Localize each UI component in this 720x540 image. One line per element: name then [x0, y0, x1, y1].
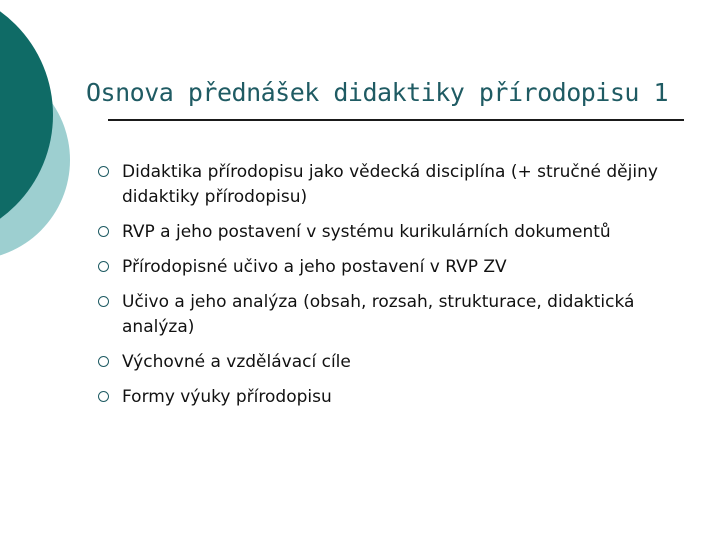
circle-bullet-icon [98, 356, 109, 367]
bullet-text: Formy výuky přírodopisu [122, 387, 332, 407]
list-item [98, 255, 698, 280]
bullet-text: Didaktika přírodopisu jako vědecká disciplína (+ stručné dějiny didaktiky přírodopisu) [122, 162, 658, 207]
bullet-text: Výchovné a vzdělávací cíle [122, 352, 351, 372]
bullet-list [98, 160, 698, 420]
bullet-text: Učivo a jeho analýza (obsah, rozsah, strukturace, didaktická analýza) [122, 292, 635, 337]
title-underline [108, 119, 684, 121]
list-item [98, 220, 698, 245]
list-item [98, 160, 698, 210]
circle-bullet-icon [98, 166, 109, 177]
list-item [98, 290, 698, 340]
circle-bullet-icon [98, 261, 109, 272]
bullet-text: RVP a jeho postavení v systému kurikulárních dokumentů [122, 222, 611, 242]
bullet-text: Přírodopisné učivo a jeho postavení v RVP ZV [122, 257, 507, 277]
list-item [98, 350, 698, 375]
circle-bullet-icon [98, 391, 109, 402]
slide-title: Osnova přednášek didaktiky přírodopisu 1 [86, 78, 669, 107]
circle-bullet-icon [98, 226, 109, 237]
circle-bullet-icon [98, 296, 109, 307]
list-item [98, 385, 698, 410]
